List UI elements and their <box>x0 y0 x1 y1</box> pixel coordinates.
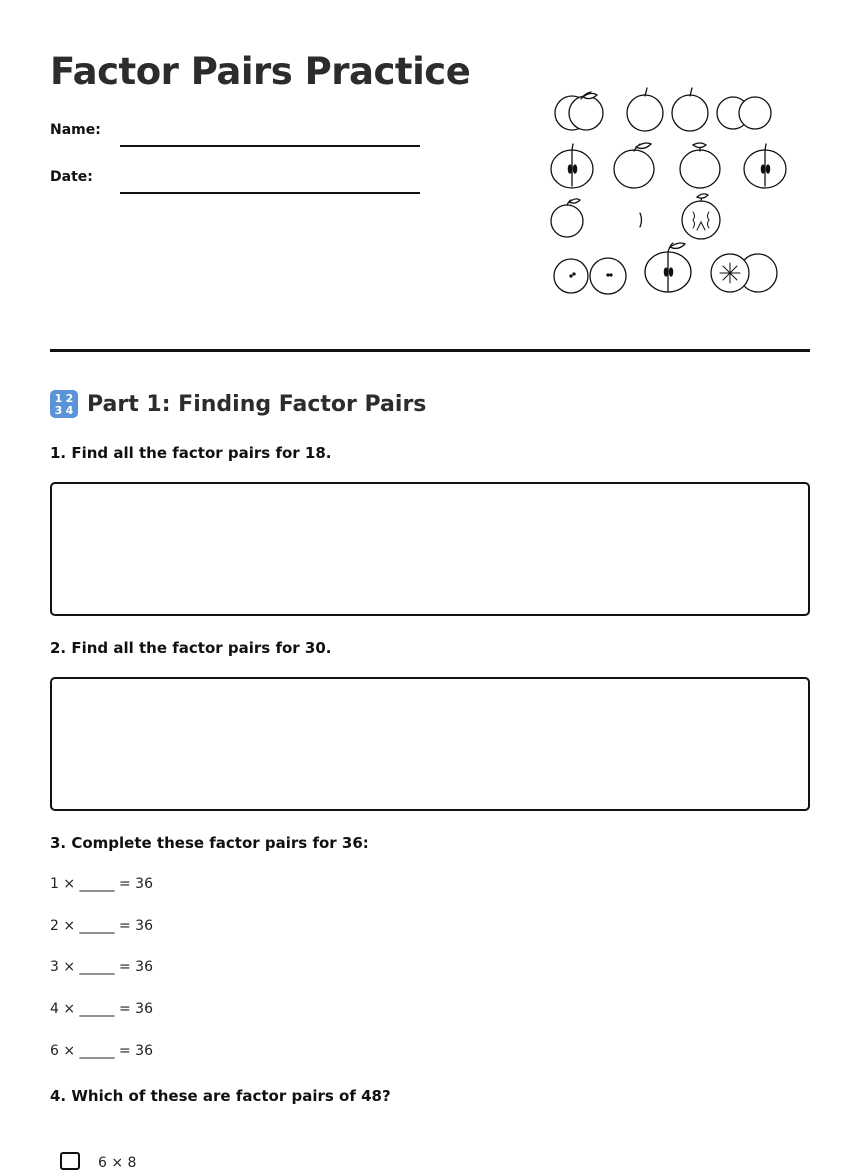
option-label: 6 × 8 <box>98 1155 137 1171</box>
keycap-1234-icon: 1 2 3 4 <box>50 390 78 418</box>
question-1-answer-box[interactable] <box>50 482 810 616</box>
date-field <box>50 169 430 199</box>
question-4: 4. Which of these are factor pairs of 48? <box>50 1087 391 1105</box>
part-1-title: Part 1: Finding Factor Pairs <box>87 391 427 417</box>
name-field <box>50 122 430 152</box>
date-write-line[interactable] <box>120 192 420 194</box>
question-2: 2. Find all the factor pairs for 30. <box>50 639 332 657</box>
question-3: 3. Complete these factor pairs for 36: <box>50 834 369 852</box>
section-divider <box>50 349 810 352</box>
apples-illustration <box>545 85 795 300</box>
name-write-line[interactable] <box>120 145 420 147</box>
question-2-answer-box[interactable] <box>50 677 810 811</box>
worksheet-page <box>50 0 810 1171</box>
name-label: Name: <box>50 122 101 138</box>
part-1-heading <box>50 389 426 419</box>
factor-equation[interactable]: 6 × _____ = 36 <box>50 1043 153 1059</box>
date-label: Date: <box>50 169 93 185</box>
question-1: 1. Find all the factor pairs for 18. <box>50 444 332 462</box>
factor-equation[interactable]: 2 × _____ = 36 <box>50 918 153 934</box>
factor-equation[interactable]: 4 × _____ = 36 <box>50 1001 153 1017</box>
option-checkbox[interactable] <box>60 1152 80 1170</box>
option-row <box>60 1151 136 1171</box>
worksheet-title: Factor Pairs Practice <box>50 50 471 93</box>
factor-equation[interactable]: 3 × _____ = 36 <box>50 959 153 975</box>
factor-equation[interactable]: 1 × _____ = 36 <box>50 876 153 892</box>
